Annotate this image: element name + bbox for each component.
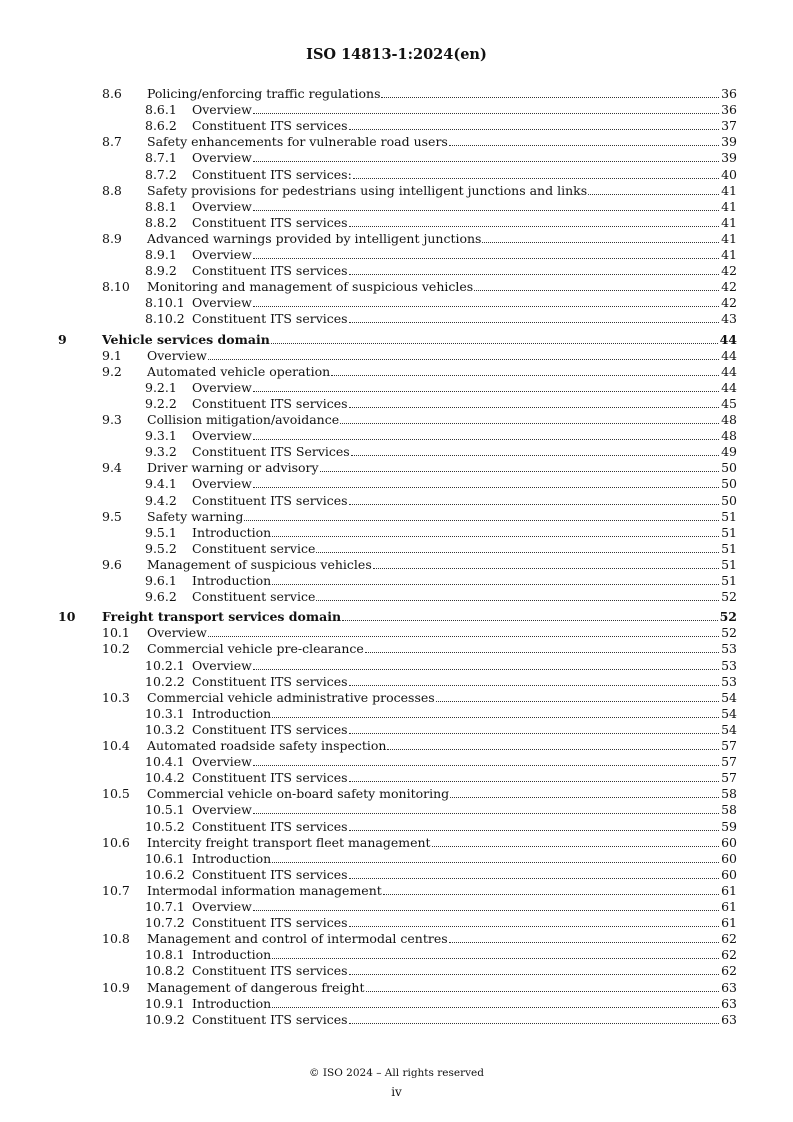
toc-entry-page: 62 [721, 963, 737, 979]
toc-entry-title: Safety enhancements for vulnerable road users [147, 134, 448, 150]
toc-entry-page: 62 [721, 947, 737, 963]
toc-entry-title: Management and control of intermodal centres [147, 931, 448, 947]
toc-entry-title: Constituent ITS services [192, 395, 348, 411]
toc-entry-page: 62 [721, 931, 737, 947]
toc-entry-number: 9.3.1 [145, 428, 177, 444]
toc-entry-number: 9.2.1 [145, 379, 177, 395]
dot-leader [383, 894, 719, 895]
document-header: ISO 14813-1:2024(en) [306, 46, 487, 63]
dot-leader [349, 926, 720, 927]
toc-entry-title: Collision mitigation/avoidance [147, 412, 340, 427]
toc-entry-number: 8.6 [102, 86, 122, 101]
toc-entry[interactable] [0, 706, 793, 722]
toc-entry-title: Overview [192, 657, 252, 673]
toc-entry-page: 51 [721, 573, 737, 588]
toc-entry-page: 39 [721, 134, 737, 150]
toc-entry[interactable] [0, 996, 793, 1012]
toc-entry-page: 53 [721, 673, 737, 689]
toc-entry[interactable] [0, 641, 793, 657]
toc-entry-page: 42 [721, 263, 737, 279]
toc-entry-number: 10.3 [102, 689, 130, 705]
toc-entry-number: 9.3 [102, 412, 122, 427]
toc-entry-title: Management of dangerous freight [147, 979, 365, 995]
toc-entry-title: Overview [192, 379, 252, 395]
toc-entry-page: 36 [721, 86, 737, 101]
toc-entry-number: 8.7 [102, 134, 122, 150]
dot-leader [316, 600, 719, 601]
dot-leader [253, 391, 719, 392]
toc-entry[interactable] [0, 867, 793, 883]
toc-entry[interactable] [0, 786, 793, 802]
toc-entry[interactable] [0, 690, 793, 706]
toc-entry-page: 40 [721, 166, 737, 182]
toc-entry-title: Overview [192, 428, 252, 444]
toc-entry-title: Overview [192, 899, 252, 914]
dot-leader [253, 669, 719, 670]
toc-entry-page: 57 [721, 770, 737, 786]
toc-entry-title: Advanced warnings provided by intelligent junctions [147, 230, 482, 246]
toc-entry[interactable] [0, 931, 793, 947]
toc-entry-title: Introduction [192, 705, 272, 721]
toc-entry-number: 9.5 [102, 508, 122, 524]
toc-entry-page: 41 [721, 247, 737, 262]
toc-entry-number: 8.6.1 [145, 102, 177, 118]
toc-entry[interactable] [0, 509, 793, 525]
toc-entry-number: 10.2 [102, 641, 130, 657]
toc-entry-title: Constituent ITS Services [192, 444, 350, 460]
toc-entry[interactable] [0, 86, 793, 102]
toc-entry-title: Constituent service [192, 589, 316, 605]
toc-entry-page: 41 [721, 230, 737, 246]
toc-entry-number: 10.9.1 [145, 995, 185, 1011]
dot-leader [342, 620, 718, 621]
toc-entry-number: 10.3.1 [145, 705, 185, 721]
toc-entry-title: Commercial vehicle pre-clearance [147, 641, 364, 657]
toc-entry[interactable] [0, 247, 793, 263]
toc-entry[interactable] [0, 444, 793, 460]
toc-entry-page: 48 [721, 412, 737, 427]
dot-leader [349, 407, 720, 408]
toc-entry-title: Management of suspicious vehicles [147, 556, 372, 572]
toc-entry[interactable] [0, 348, 793, 364]
toc-entry[interactable] [0, 134, 793, 150]
toc-entry-page: 44 [721, 379, 737, 395]
toc-entry[interactable] [0, 980, 793, 996]
toc-entry-page: 42 [721, 295, 737, 311]
toc-entry-page: 37 [721, 118, 737, 134]
toc-entry[interactable] [0, 609, 793, 625]
toc-entry-title: Constituent ITS services [192, 263, 348, 279]
toc-entry-page: 60 [721, 866, 737, 882]
toc-entry-number: 10.6 [102, 834, 130, 850]
toc-entry-page: 52 [721, 625, 737, 641]
toc-entry-page: 50 [721, 460, 737, 476]
toc-entry-number: 9.1 [102, 347, 122, 363]
toc-entry[interactable] [0, 541, 793, 557]
toc-entry-page: 63 [721, 995, 737, 1011]
toc-entry-page: 41 [721, 182, 737, 198]
toc-entry-number: 9.4.2 [145, 492, 177, 508]
toc-entry-page: 57 [721, 754, 737, 770]
dot-leader [366, 991, 720, 992]
toc-entry-page: 44 [721, 363, 737, 379]
toc-entry-number: 9.5.1 [145, 524, 177, 540]
toc-entry-title: Constituent ITS services [192, 915, 348, 931]
toc-entry-title: Overview [192, 247, 252, 262]
toc-entry-title: Overview [192, 476, 252, 492]
toc-entry-number: 8.7.2 [145, 166, 177, 182]
toc-entry-number: 8.9 [102, 230, 122, 246]
toc-entry-number: 10.7.1 [145, 899, 185, 914]
toc-entry-page: 50 [721, 476, 737, 492]
toc-entry-page: 54 [721, 705, 737, 721]
dot-leader [351, 455, 719, 456]
dot-leader [349, 781, 720, 782]
toc-entry-page: 42 [721, 279, 737, 295]
toc-entry[interactable] [0, 738, 793, 754]
toc-entry-title: Intermodal information management [147, 882, 382, 898]
copyright-notice: © ISO 2024 – All rights reserved [309, 1067, 484, 1079]
toc-entry[interactable] [0, 819, 793, 835]
toc-entry[interactable] [0, 102, 793, 118]
dot-leader [449, 145, 719, 146]
toc-entry[interactable] [0, 199, 793, 215]
toc-entry[interactable] [0, 658, 793, 674]
toc-entry-title: Overview [192, 802, 252, 818]
toc-entry-title: Overview [192, 150, 252, 166]
toc-entry-title: Overview [147, 347, 207, 363]
toc-entry-title: Constituent ITS services [192, 214, 348, 230]
toc-entry-page: 48 [721, 428, 737, 444]
dot-leader [320, 471, 720, 472]
toc-entry-number: 10.1 [102, 625, 130, 641]
dot-leader [253, 813, 719, 814]
dot-leader [353, 178, 719, 179]
page-number: iv [391, 1085, 402, 1099]
toc-entry-page: 36 [721, 102, 737, 118]
toc-entry-title: Safety warning [147, 508, 244, 524]
toc-entry-number: 9.6.1 [145, 573, 177, 588]
dot-leader [272, 536, 719, 537]
toc-entry[interactable] [0, 380, 793, 396]
dot-leader [253, 258, 719, 259]
toc-entry-number: 8.8.1 [145, 198, 177, 214]
toc-entry-number: 10.5.1 [145, 802, 185, 818]
dot-leader [381, 97, 719, 98]
toc-entry-title: Intercity freight transport fleet management [147, 834, 431, 850]
dot-leader [253, 487, 719, 488]
dot-leader [349, 878, 720, 879]
dot-leader [474, 290, 719, 291]
toc-entry[interactable] [0, 167, 793, 183]
toc-entry[interactable] [0, 279, 793, 295]
toc-entry[interactable] [0, 150, 793, 166]
toc-entry-title: Safety provisions for pedestrians using intelligent junctions and links [147, 182, 588, 198]
toc-entry-page: 57 [721, 738, 737, 753]
toc-entry-number: 10.9.2 [145, 1011, 185, 1027]
toc-entry-number: 9.5.2 [145, 540, 177, 556]
toc-entry-number: 8.10.1 [145, 295, 185, 311]
toc-entry-number: 10.6.2 [145, 866, 185, 882]
dot-leader [272, 862, 719, 863]
dot-leader [449, 942, 719, 943]
toc-entry-title: Overview [192, 102, 252, 118]
toc-entry-title: Vehicle services domain [102, 331, 270, 347]
toc-entry[interactable] [0, 311, 793, 327]
dot-leader [253, 210, 719, 211]
toc-entry[interactable] [0, 231, 793, 247]
toc-entry-number: 10.6.1 [145, 850, 185, 866]
toc-entry[interactable] [0, 1012, 793, 1028]
toc-entry-title: Introduction [192, 850, 272, 866]
dot-leader [208, 636, 719, 637]
toc-entry[interactable] [0, 883, 793, 899]
toc-entry-page: 51 [721, 508, 737, 524]
toc-entry[interactable] [0, 493, 793, 509]
toc-entry-title: Constituent ITS services [192, 492, 348, 508]
toc-entry-number: 10.8 [102, 931, 130, 947]
toc-entry[interactable] [0, 412, 793, 428]
toc-entry-number: 10.2.2 [145, 673, 185, 689]
dot-leader [208, 359, 719, 360]
toc-entry[interactable] [0, 183, 793, 199]
toc-entry-title: Overview [192, 754, 252, 770]
toc-entry[interactable] [0, 899, 793, 915]
toc-entry[interactable] [0, 851, 793, 867]
toc-entry[interactable] [0, 963, 793, 979]
toc-entry[interactable] [0, 770, 793, 786]
toc-entry-title: Constituent service [192, 540, 316, 556]
dot-leader [349, 129, 720, 130]
toc-entry-title: Automated vehicle operation [147, 363, 331, 379]
toc-entry-page: 54 [721, 721, 737, 737]
toc-entry-title: Monitoring and management of suspicious vehicles [147, 279, 474, 295]
dot-leader [349, 1023, 720, 1024]
dot-leader [272, 958, 719, 959]
toc-entry-title: Constituent ITS services [192, 721, 348, 737]
toc-entry[interactable] [0, 428, 793, 444]
dot-leader [450, 797, 719, 798]
toc-entry-number: 10.7 [102, 882, 130, 898]
toc-entry[interactable] [0, 396, 793, 412]
toc-entry-page: 50 [721, 492, 737, 508]
toc-entry-page: 41 [721, 214, 737, 230]
toc-entry-page: 59 [721, 818, 737, 834]
dot-leader [349, 830, 720, 831]
toc-entry-number: 8.10 [102, 279, 130, 295]
toc-entry[interactable] [0, 364, 793, 380]
toc-entry-number: 8.6.2 [145, 118, 177, 134]
toc-entry-page: 52 [719, 609, 737, 625]
toc-entry-page: 61 [721, 882, 737, 898]
toc-entry-title: Overview [192, 295, 252, 311]
toc-entry-title: Constituent ITS services [192, 118, 348, 134]
toc-entry-number: 10.9 [102, 979, 130, 995]
toc-entry[interactable] [0, 625, 793, 641]
toc-entry-page: 52 [721, 589, 737, 605]
toc-entry-page: 61 [721, 899, 737, 914]
toc-entry-page: 60 [721, 834, 737, 850]
toc-entry[interactable] [0, 476, 793, 492]
dot-leader [253, 113, 719, 114]
toc-entry[interactable] [0, 722, 793, 738]
toc-entry-page: 60 [721, 850, 737, 866]
toc-entry[interactable] [0, 215, 793, 231]
toc-entry-page: 45 [721, 395, 737, 411]
toc-entry-number: 10.8.2 [145, 963, 185, 979]
dot-leader [349, 274, 720, 275]
toc-entry[interactable] [0, 674, 793, 690]
dot-leader [253, 765, 719, 766]
toc-entry-number: 10.4 [102, 738, 130, 753]
toc-entry[interactable] [0, 557, 793, 573]
toc-entry-page: 54 [721, 689, 737, 705]
dot-leader [387, 749, 719, 750]
toc-entry-page: 51 [721, 524, 737, 540]
toc-entry-page: 58 [721, 786, 737, 802]
dot-leader [349, 226, 720, 227]
toc-entry-number: 9.3.2 [145, 444, 177, 460]
dot-leader [253, 161, 719, 162]
toc-entry[interactable] [0, 835, 793, 851]
dot-leader [436, 701, 719, 702]
toc-entry[interactable] [0, 332, 793, 348]
toc-entry-number: 10.8.1 [145, 947, 185, 963]
toc-entry-title: Constituent ITS services [192, 866, 348, 882]
toc-entry-title: Introduction [192, 573, 272, 588]
toc-entry-number: 8.8 [102, 182, 122, 198]
toc-entry[interactable] [0, 263, 793, 279]
toc-entry-title: Driver warning or advisory [147, 460, 319, 476]
dot-leader [340, 423, 719, 424]
toc-entry-page: 43 [721, 311, 737, 327]
toc-entry[interactable] [0, 460, 793, 476]
toc-entry[interactable] [0, 573, 793, 589]
toc-entry[interactable] [0, 589, 793, 605]
dot-leader [331, 375, 719, 376]
dot-leader [244, 520, 719, 521]
toc-entry-page: 51 [721, 556, 737, 572]
toc-entry-number: 8.7.1 [145, 150, 177, 166]
toc-entry-title: Introduction [192, 524, 272, 540]
dot-leader [253, 439, 719, 440]
dot-leader [373, 568, 719, 569]
toc-entry-page: 58 [721, 802, 737, 818]
toc-entry[interactable] [0, 802, 793, 818]
toc-entry[interactable] [0, 754, 793, 770]
dot-leader [316, 552, 719, 553]
toc-entry-number: 9.6 [102, 556, 122, 572]
dot-leader [482, 242, 719, 243]
toc-entry-title: Introduction [192, 947, 272, 963]
toc-entry-page: 53 [721, 641, 737, 657]
toc-entry-page: 63 [721, 979, 737, 995]
dot-leader [349, 733, 720, 734]
toc-entry-page: 63 [721, 1011, 737, 1027]
toc-entry-number: 8.9.2 [145, 263, 177, 279]
toc-entry-number: 9.2.2 [145, 395, 177, 411]
toc-entry-number: 10.3.2 [145, 721, 185, 737]
toc-entry-number: 10.5.2 [145, 818, 185, 834]
toc-entry-number: 10.4.1 [145, 754, 185, 770]
toc-entry-title: Constituent ITS services [192, 673, 348, 689]
toc-entry-page: 61 [721, 915, 737, 931]
toc-entry-title: Constituent ITS services [192, 963, 348, 979]
dot-leader [272, 1007, 719, 1008]
dot-leader [349, 504, 720, 505]
toc-entry-number: 8.8.2 [145, 214, 177, 230]
toc-entry-title: Constituent ITS services [192, 770, 348, 786]
toc-entry[interactable] [0, 295, 793, 311]
dot-leader [271, 343, 718, 344]
toc-entry-page: 49 [721, 444, 737, 460]
dot-leader [272, 584, 719, 585]
toc-entry-title: Constituent ITS services [192, 1011, 348, 1027]
dot-leader [253, 306, 719, 307]
toc-entry-number: 9.4 [102, 460, 122, 476]
toc-entry-page: 44 [721, 347, 737, 363]
dot-leader [365, 652, 719, 653]
toc-entry-page: 51 [721, 540, 737, 556]
toc-entry-page: 44 [719, 331, 737, 347]
toc-entry-number: 9.6.2 [145, 589, 177, 605]
toc-entry-page: 53 [721, 657, 737, 673]
toc-entry-title: Introduction [192, 995, 272, 1011]
dot-leader [272, 717, 719, 718]
toc-entry-title: Constituent ITS services: [192, 166, 352, 182]
toc-entry-title: Constituent ITS services [192, 311, 348, 327]
toc-entry-number: 8.10.2 [145, 311, 185, 327]
toc-entry-title: Overview [192, 198, 252, 214]
toc-entry-title: Policing/enforcing traffic regulations [147, 86, 381, 101]
dot-leader [588, 194, 719, 195]
toc-entry-title: Commercial vehicle administrative processes [147, 689, 435, 705]
dot-leader [349, 974, 720, 975]
toc-entry-page: 39 [721, 150, 737, 166]
toc-entry-number: 10.4.2 [145, 770, 185, 786]
toc-entry[interactable] [0, 915, 793, 931]
toc-entry-title: Commercial vehicle on-board safety monitoring [147, 786, 450, 802]
dot-leader [432, 846, 720, 847]
toc-entry-number: 10.7.2 [145, 915, 185, 931]
toc-entry-number: 10.2.1 [145, 657, 185, 673]
toc-entry-number: 10.5 [102, 786, 130, 802]
dot-leader [349, 322, 720, 323]
toc-entry-title: Automated roadside safety inspection [147, 738, 387, 753]
toc-entry[interactable] [0, 525, 793, 541]
toc-entry[interactable] [0, 947, 793, 963]
toc-entry-page: 41 [721, 198, 737, 214]
toc-entry-number: 9.2 [102, 363, 122, 379]
toc-entry-number: 9.4.1 [145, 476, 177, 492]
toc-entry-title: Overview [147, 625, 207, 641]
toc-entry-number: 8.9.1 [145, 247, 177, 262]
dot-leader [349, 685, 720, 686]
toc-entry-number: 10 [58, 609, 76, 625]
toc-entry[interactable] [0, 118, 793, 134]
dot-leader [253, 910, 719, 911]
toc-entry-number: 9 [58, 331, 67, 347]
toc-entry-title: Constituent ITS services [192, 818, 348, 834]
toc-entry-title: Freight transport services domain [102, 609, 342, 625]
